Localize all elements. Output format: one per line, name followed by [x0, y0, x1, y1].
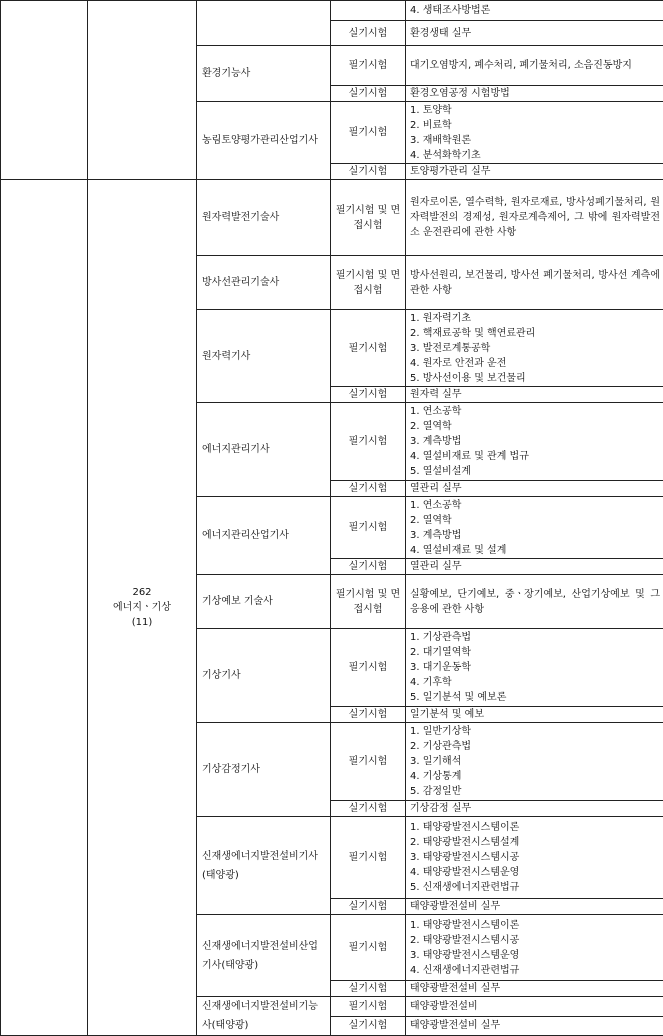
subject-cell: [406, 915, 663, 981]
subject-item: 4. 원자로 안전과 운전: [410, 356, 660, 371]
subject-item: 1. 일반기상학: [410, 724, 660, 739]
subject-item: 1. 태양광발전시스템이론: [410, 820, 660, 835]
exam-type-cell: 실기시험: [331, 707, 406, 723]
subject-cell: [406, 899, 663, 915]
qualification-cell: [197, 1, 331, 46]
exam-type-cell: 필기시험: [331, 310, 406, 387]
subject-item: 5. 감정일반: [410, 784, 660, 799]
qualification-name: 원자력발전기술사: [197, 180, 331, 256]
subject-item: 환경오염공정 시험방법: [410, 86, 660, 101]
qualification-name: 신재생에너지발전설비산업기사(태양광): [197, 915, 331, 997]
subject-cell: [406, 997, 663, 1017]
subject-item: 2. 열역학: [410, 419, 660, 434]
minor-category-cell: [88, 1, 197, 180]
subject-cell: [406, 707, 663, 723]
major-category-cell: [1, 1, 88, 180]
subject-item: 4. 열설비재료 및 설계: [410, 543, 660, 558]
exam-type-cell: 필기시험: [331, 915, 406, 981]
subject-item: 4. 기후학: [410, 675, 660, 690]
qualification-name: 원자력기사: [197, 310, 331, 403]
subject-item: 태양광발전설비: [410, 999, 660, 1014]
subject-cell: [406, 723, 663, 801]
subject-cell: [406, 387, 663, 403]
subject-item: 4. 태양광발전시스템운영: [410, 865, 660, 880]
subject-item: 3. 태양광발전시스템시공: [410, 850, 660, 865]
subject-item: 4. 분석화학기초: [410, 148, 660, 163]
subject-item: 열관리 실무: [410, 481, 660, 496]
major-category-cell: [1, 180, 88, 1036]
subject-item: 1. 연소공학: [410, 498, 660, 513]
subject-cell: [406, 310, 663, 387]
subject-item: 3. 재배학원론: [410, 133, 660, 148]
subject-cell: [406, 497, 663, 559]
qualification-name: 환경기능사: [197, 46, 331, 102]
qualification-name: 신재생에너지발전설비기능사(태양광): [197, 997, 331, 1036]
qualification-name: 에너지관리기사: [197, 403, 331, 497]
exam-type-cell: 필기시험: [331, 497, 406, 559]
subject-item: 2. 대기열역학: [410, 645, 660, 660]
exam-type-cell: [331, 1, 406, 21]
exam-type-cell: 실기시험: [331, 481, 406, 497]
table-row: [1, 180, 663, 256]
subject-item: 1. 토양학: [410, 103, 660, 118]
subject-item: 5. 일기분석 및 예보론: [410, 690, 660, 705]
subject-cell: 대기오염방지, 폐수처리, 폐기물처리, 소음진동방지: [406, 46, 663, 86]
exam-type-cell: 실기시험: [331, 86, 406, 102]
subject-item: 환경생태 실무: [410, 26, 660, 41]
exam-type-cell: 실기시험: [331, 387, 406, 403]
subject-item: 2. 기상관측법: [410, 739, 660, 754]
subject-item: 3. 일기해석: [410, 754, 660, 769]
subject-item: 1. 원자력기초: [410, 311, 660, 326]
exam-type-cell: 필기시험 및 면접시험: [331, 256, 406, 310]
subject-item: 1. 연소공학: [410, 404, 660, 419]
subject-item: 3. 대기운동학: [410, 660, 660, 675]
subject-cell: [406, 1, 663, 21]
subject-item: 태양광발전설비 실무: [410, 981, 660, 996]
subject-item: 4. 생태조사방법론: [410, 3, 660, 18]
exam-type-cell: 필기시험 및 면접시험: [331, 575, 406, 629]
subject-cell: [406, 629, 663, 707]
subject-cell: [406, 481, 663, 497]
subject-item: 5. 열설비설계: [410, 464, 660, 479]
subject-cell: [406, 403, 663, 481]
exam-type-cell: 실기시험: [331, 1016, 406, 1036]
exam-type-cell: 실기시험: [331, 164, 406, 180]
exam-type-cell: 필기시험: [331, 46, 406, 86]
subject-item: 2. 비료학: [410, 118, 660, 133]
subject-item: 2. 열역학: [410, 513, 660, 528]
subject-cell: [406, 164, 663, 180]
exam-type-cell: 필기시험: [331, 403, 406, 481]
subject-cell: [406, 981, 663, 997]
exam-type-cell: 필기시험: [331, 723, 406, 801]
exam-type-cell: 필기시험: [331, 997, 406, 1017]
subject-cell: 실황예보, 단기예보, 중ㆍ장기예보, 산업기상예보 및 그 응용에 관한 사항: [406, 575, 663, 629]
subject-item: 기상감정 실무: [410, 801, 660, 816]
exam-type-cell: 실기시험: [331, 801, 406, 817]
subject-item: 원자력 실무: [410, 387, 660, 402]
subject-item: 1. 기상관측법: [410, 630, 660, 645]
subject-cell: 원자로이론, 열수력학, 원자로재료, 방사성폐기물처리, 원자력발전의 경제성, 원자로계측제어, 그 밖에 원자력발전소 운전관리에 관한 사항: [406, 180, 663, 256]
subject-cell: 방사선원리, 보건물리, 방사선 폐기물처리, 방사선 계측에 관한 사항: [406, 256, 663, 310]
subject-item: 5. 방사선이용 및 보건물리: [410, 371, 660, 386]
subject-item: 태양광발전설비 실무: [410, 899, 660, 914]
category-name: 에너지ㆍ기상: [91, 600, 193, 615]
exam-type-cell: 필기시험: [331, 629, 406, 707]
subject-cell: [406, 801, 663, 817]
subject-item: 4. 기상통계: [410, 769, 660, 784]
subject-item: 일기분석 및 예보: [410, 707, 660, 722]
subject-cell: [406, 102, 663, 164]
exam-type-cell: 실기시험: [331, 559, 406, 575]
subject-cell: [406, 86, 663, 102]
subject-item: 5. 신재생에너지관련법규: [410, 880, 660, 895]
qualification-name: 방사선관리기술사: [197, 256, 331, 310]
subject-cell: [406, 559, 663, 575]
qualification-name: 에너지관리산업기사: [197, 497, 331, 575]
exam-type-cell: 실기시험: [331, 21, 406, 46]
subject-item: 토양평가관리 실무: [410, 164, 660, 179]
exam-type-cell: 실기시험: [331, 899, 406, 915]
subject-item: 3. 계측방법: [410, 528, 660, 543]
qualification-name: 기상감정기사: [197, 723, 331, 817]
subject-item: 2. 태양광발전시스템설계: [410, 835, 660, 850]
subject-item: 4. 신재생에너지관련법규: [410, 963, 660, 978]
qualification-name: 농림토양평가관리산업기사: [197, 102, 331, 180]
exam-type-cell: 필기시험: [331, 817, 406, 899]
subject-item: 태양광발전설비 실무: [410, 1018, 660, 1033]
subject-item: 2. 태양광발전시스템시공: [410, 933, 660, 948]
exam-type-cell: 필기시험 및 면접시험: [331, 180, 406, 256]
category-code: 262: [91, 585, 193, 600]
category-count: (11): [91, 615, 193, 630]
qualification-name: 기상기사: [197, 629, 331, 723]
subject-item: 열관리 실무: [410, 559, 660, 574]
qualification-name: 기상예보 기술사: [197, 575, 331, 629]
exam-type-cell: 실기시험: [331, 981, 406, 997]
subject-item: 3. 발전로계통공학: [410, 341, 660, 356]
subject-item: 1. 태양광발전시스템이론: [410, 918, 660, 933]
qualification-name: 신재생에너지발전설비기사(태양광): [197, 817, 331, 915]
subject-item: 4. 열설비재료 및 관계 법규: [410, 449, 660, 464]
exam-type-cell: 필기시험: [331, 102, 406, 164]
subject-item: 2. 핵재료공학 및 핵연료관리: [410, 326, 660, 341]
subject-item: 3. 태양광발전시스템운영: [410, 948, 660, 963]
subject-cell: [406, 817, 663, 899]
category-cell: [88, 180, 197, 1036]
table-row: [1, 1, 663, 21]
subject-cell: [406, 21, 663, 46]
subject-item: 3. 계측방법: [410, 434, 660, 449]
